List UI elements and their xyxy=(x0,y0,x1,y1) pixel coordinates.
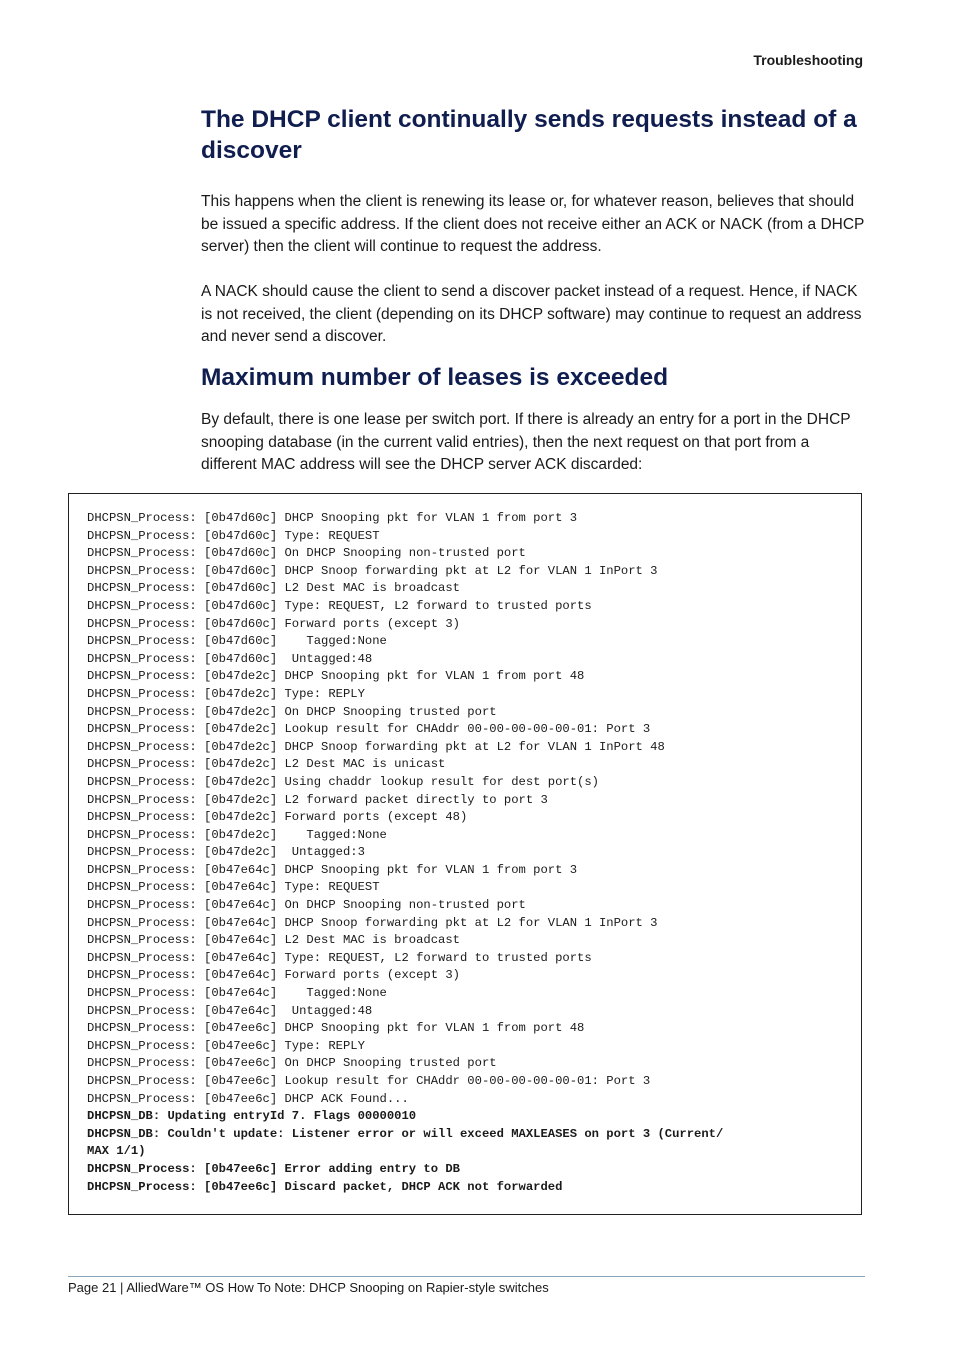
code-line: DHCPSN_Process: [0b47de2c] Untagged:3 xyxy=(87,845,365,860)
code-line: DHCPSN_Process: [0b47e64c] L2 Dest MAC is broadcast xyxy=(87,933,460,948)
code-line: DHCPSN_Process: [0b47ee6c] Lookup result for CHAddr 00-00-00-00-00-01: Port 3 xyxy=(87,1074,651,1088)
code-line: DHCPSN_Process: [0b47ee6c] Discard packet, DHCP ACK not forwarded xyxy=(87,1179,563,1194)
code-line: DHCPSN_Process: [0b47e64c] Type: REQUEST, L2 forward to trusted ports xyxy=(87,950,592,965)
code-line: DHCPSN_Process: [0b47d60c] DHCP Snooping pkt for VLAN 1 from port 3 xyxy=(87,511,578,525)
running-head: Troubleshooting xyxy=(753,52,863,68)
code-line: DHCPSN_Process: [0b47ee6c] Error adding entry to DB xyxy=(87,1161,460,1176)
code-line: DHCPSN_Process: [0b47ee6c] DHCP ACK Found... xyxy=(87,1091,409,1106)
debug-output xyxy=(87,510,723,1196)
page-footer: Page 21 | AlliedWare™ OS How To Note: DHCP Snooping on Rapier-style switches xyxy=(68,1280,549,1295)
code-line: DHCPSN_Process: [0b47d60c] On DHCP Snooping non-trusted port xyxy=(87,546,526,561)
code-line: DHCPSN_Process: [0b47de2c] Forward ports (except 48) xyxy=(87,810,468,825)
code-line: DHCPSN_Process: [0b47e64c] Type: REQUEST xyxy=(87,880,380,895)
code-line: DHCPSN_Process: [0b47e64c] Forward ports (except 3) xyxy=(87,968,460,983)
paragraph-lease-per-port: By default, there is one lease per switch port. If there is already an entry for a port in the DHCP snooping database (in the current valid entries), then the next request on that port from a different MAC address will see the DHCP server ACK discarded: xyxy=(201,411,851,473)
code-line: DHCPSN_Process: [0b47d60c] Tagged:None xyxy=(87,634,387,649)
code-line: DHCPSN_Process: [0b47e64c] Untagged:48 xyxy=(87,1003,373,1018)
code-line: DHCPSN_Process: [0b47de2c] Type: REPLY xyxy=(87,686,365,701)
code-line: DHCPSN_Process: [0b47d60c] Type: REQUEST xyxy=(87,528,380,543)
code-line: DHCPSN_DB: Couldn't update: Listener error or will exceed MAXLEASES on port 3 (Current/ xyxy=(87,1126,724,1141)
code-line: DHCPSN_Process: [0b47e64c] On DHCP Snooping non-trusted port xyxy=(87,898,526,913)
code-line: DHCPSN_Process: [0b47e64c] Tagged:None xyxy=(87,986,387,1001)
code-line: DHCPSN_Process: [0b47d60c] DHCP Snoop forwarding pkt at L2 for VLAN 1 InPort 3 xyxy=(87,563,658,578)
code-line: DHCPSN_Process: [0b47d60c] Untagged:48 xyxy=(87,651,373,666)
footer-divider xyxy=(68,1276,865,1277)
code-line: DHCPSN_Process: [0b47de2c] DHCP Snooping pkt for VLAN 1 from port 48 xyxy=(87,669,585,684)
code-output-box xyxy=(68,493,862,1215)
code-line: DHCPSN_DB: Updating entryId 7. Flags 00000010 xyxy=(87,1109,417,1124)
code-line: DHCPSN_Process: [0b47ee6c] DHCP Snooping pkt for VLAN 1 from port 48 xyxy=(87,1021,585,1036)
code-line: DHCPSN_Process: [0b47e64c] DHCP Snoop forwarding pkt at L2 for VLAN 1 InPort 3 xyxy=(87,915,658,930)
paragraph-renewing-lease: This happens when the client is renewing its lease or, for whatever reason, believes that should be issued a specific address. If the client does not receive either an ACK or NACK (from a DHCP server) then the client will continue to request the address. xyxy=(201,193,865,255)
code-line: MAX 1/1) xyxy=(87,1144,146,1159)
paragraph-nack: A NACK should cause the client to send a discover packet instead of a request. Hence, if NACK is not received, the client (depending on its DHCP software) may continue to request an address and never send a discover. xyxy=(201,283,862,345)
code-line: DHCPSN_Process: [0b47de2c] DHCP Snoop forwarding pkt at L2 for VLAN 1 InPort 48 xyxy=(87,739,665,754)
code-line: DHCPSN_Process: [0b47d60c] L2 Dest MAC is broadcast xyxy=(87,581,460,596)
code-line: DHCPSN_Process: [0b47de2c] Using chaddr lookup result for dest port(s) xyxy=(87,774,599,789)
code-line: DHCPSN_Process: [0b47de2c] L2 Dest MAC is unicast xyxy=(87,757,446,772)
code-line: DHCPSN_Process: [0b47d60c] Type: REQUEST, L2 forward to trusted ports xyxy=(87,598,592,613)
code-line: DHCPSN_Process: [0b47ee6c] Type: REPLY xyxy=(87,1038,365,1053)
code-line: DHCPSN_Process: [0b47ee6c] On DHCP Snooping trusted port xyxy=(87,1056,497,1071)
code-line: DHCPSN_Process: [0b47de2c] Lookup result for CHAddr 00-00-00-00-00-01: Port 3 xyxy=(87,722,651,737)
section-title-dhcp-requests: The DHCP client continually sends requests instead of a discover xyxy=(201,106,857,164)
code-line: DHCPSN_Process: [0b47de2c] On DHCP Snooping trusted port xyxy=(87,704,497,719)
code-line: DHCPSN_Process: [0b47d60c] Forward ports (except 3) xyxy=(87,616,460,631)
code-line: DHCPSN_Process: [0b47de2c] Tagged:None xyxy=(87,827,387,842)
code-line: DHCPSN_Process: [0b47e64c] DHCP Snooping pkt for VLAN 1 from port 3 xyxy=(87,862,578,877)
code-line: DHCPSN_Process: [0b47de2c] L2 forward packet directly to port 3 xyxy=(87,792,548,807)
section-title-max-leases: Maximum number of leases is exceeded xyxy=(201,364,669,391)
